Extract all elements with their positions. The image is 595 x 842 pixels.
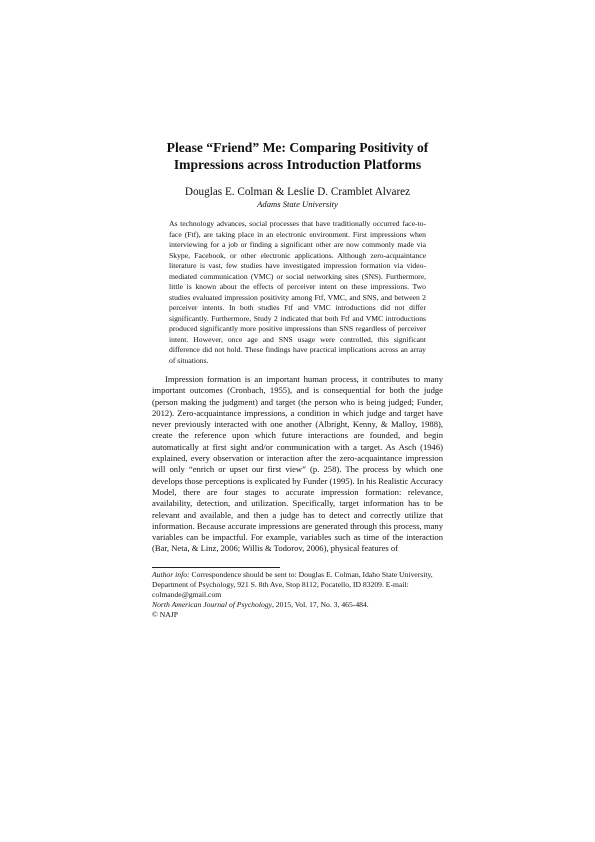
paper-title	[152, 140, 443, 173]
author-info-note	[152, 570, 443, 600]
paper-page	[152, 140, 443, 620]
author-info-label: Author info:	[152, 569, 190, 579]
journal-details: , 2015, Vol. 17, No. 3, 465-484.	[271, 599, 369, 609]
author-info-text: Correspondence should be sent to: Douglas E. Colman, Idaho State University, Department of Psychology, 921 S. 8th Ave, Stop 8112, Pocatello, ID 83209. E-mail: colmande@gmail.com	[152, 569, 433, 599]
title-line-1: Please “Friend” Me: Comparing Positivity of	[166, 140, 429, 155]
author-list: Douglas E. Colman & Leslie D. Cramblet Alvarez	[184, 186, 411, 198]
copyright-notice: © NAJP	[152, 609, 178, 619]
body-paragraph: Impression formation is an important human process, it contributes to many important outcomes (Cronbach, 1955), and is consequential for both the judge (person making the judgment) and target (the person who is being judged; Funder, 2012). Zero-acquaintance impressions, a condition in which judge and target have never previously interacted with one another (Albright, Kenny, & Malloy, 1988), create the reference upon which future interactions are founded, and begin automatically at first sight and/or communication with a target. As Asch (1946) explained, every observation or interaction after the zero-acquaintance impression will only “enrich or upset our first view” (p. 258). The process by which one develops those perceptions is explicated by Funder (1995). In his Realistic Accuracy Model, there are four stages to accurate impression formation: relevance, availability, detection, and utilization. Specifically, target information has to be relevant and available, and then a judge has to detect and correctly utilize that information. Because accurate impressions are generated through this process, many variables can be impactful. For example, variables such as time of the interaction (Bar, Neta, & Linz, 2006; Willis & Todorov, 2006), physical features of	[152, 374, 443, 554]
title-line-2: Impressions across Introduction Platforms	[173, 156, 422, 172]
author-affiliation: Adams State University	[257, 199, 338, 209]
footnotes	[152, 570, 443, 620]
journal-citation	[152, 600, 443, 610]
footnote-divider	[152, 567, 280, 568]
abstract: As technology advances, social processes that have traditionally occurred face-to-face (Ftf), are taking place in an electronic environment. First impressions when interviewing for a job or finding a significant other are now commonly made via Skype, Facebook, or other electronic applications. Although zero-acquaintance literature is vast, few studies have investigated impression formation via video-mediated communication (VMC) or social networking sites (SNS). Furthermore, little is known about the effects of perceiver intent on these impressions. Two studies evaluated impression positivity among Ftf, VMC, and SNS, and between 2 perceiver intents. In both studies Ftf and VMC introductions did not differ significantly. Furthermore, Study 2 indicated that both Ftf and VMC introductions produced significantly more positive impressions than SNS regardless of perceiver intent. However, once age and SNS usage were controlled, this significant difference did not hold. These findings have practical implications across an array of situations.	[169, 219, 426, 365]
journal-name: North American Journal of Psychology	[152, 599, 272, 609]
